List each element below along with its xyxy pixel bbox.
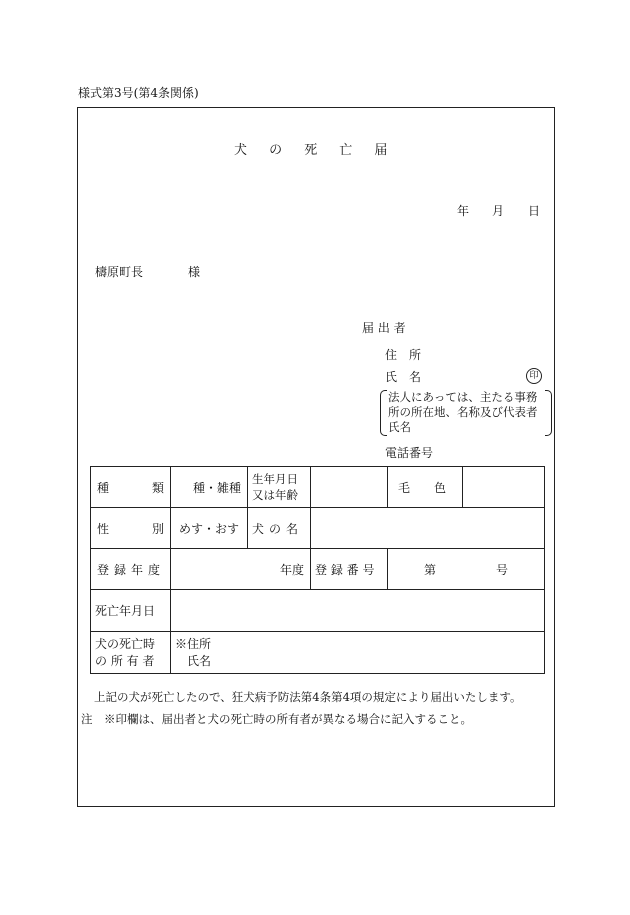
document-title: 犬 の 死 亡 届 bbox=[234, 143, 392, 158]
corporate-note-text: 法人にあっては、主たる事務所の所在地、名称及び代表者氏名 bbox=[388, 390, 538, 434]
notifier-name-label: 氏 名 bbox=[385, 370, 422, 384]
table-row bbox=[91, 590, 545, 632]
sex-value[interactable]: めす・おす bbox=[171, 508, 248, 549]
dog-name-value[interactable] bbox=[311, 508, 545, 549]
owner-name-label: 氏名 bbox=[187, 653, 212, 668]
table-row bbox=[91, 632, 545, 674]
birth-label-line-1: 生年月日 bbox=[252, 472, 298, 486]
bracket-left bbox=[380, 390, 387, 436]
statement-text: 上記の犬が死亡したので、狂犬病予防法第4条第4項の規定により届出いたします。 bbox=[94, 690, 522, 704]
owner-label bbox=[91, 632, 171, 674]
date-month-label: 月 bbox=[492, 204, 505, 218]
phone-label: 電話番号 bbox=[385, 446, 434, 460]
reg-number-value[interactable] bbox=[388, 549, 545, 590]
date-year-label: 年 bbox=[457, 204, 470, 218]
reg-number-prefix: 第 bbox=[424, 562, 437, 577]
addressee-name: 檮原町長 bbox=[95, 265, 144, 279]
notifier-heading: 届 出 者 bbox=[362, 321, 406, 335]
birth-label bbox=[248, 467, 311, 508]
form-number-label: 様式第3号(第4条関係) bbox=[78, 86, 199, 100]
owner-value[interactable] bbox=[171, 632, 545, 674]
reg-number-label: 登 録 番 号 bbox=[311, 549, 388, 590]
sex-label: 性 別 bbox=[91, 508, 171, 549]
corporate-note bbox=[380, 390, 552, 436]
death-date-value[interactable] bbox=[171, 590, 545, 632]
seal-mark-icon: 印 bbox=[526, 368, 542, 384]
color-value[interactable] bbox=[463, 467, 545, 508]
birth-label-line-2: 又は年齢 bbox=[252, 488, 298, 502]
reg-number-suffix: 号 bbox=[495, 562, 508, 577]
dog-name-label: 犬 の 名 bbox=[248, 508, 311, 549]
owner-address-label: ※住所 bbox=[175, 636, 212, 651]
birth-value[interactable] bbox=[311, 467, 388, 508]
table-row bbox=[91, 508, 545, 549]
table-row bbox=[91, 467, 545, 508]
owner-label-line-2: の 所 有 者 bbox=[95, 653, 155, 668]
date-day-label: 日 bbox=[528, 204, 541, 218]
owner-label-line-1: 犬の死亡時 bbox=[95, 636, 156, 651]
reg-year-label: 登 録 年 度 bbox=[91, 549, 171, 590]
dog-info-table bbox=[90, 466, 545, 674]
note-text: 注 ※印欄は、届出者と犬の死亡時の所有者が異なる場合に記入すること。 bbox=[81, 712, 472, 726]
death-date-label: 死亡年月日 bbox=[91, 590, 171, 632]
breed-label: 種 類 bbox=[91, 467, 171, 508]
notifier-address-label: 住 所 bbox=[385, 348, 422, 362]
addressee-honorific: 様 bbox=[188, 265, 201, 279]
color-label: 毛 色 bbox=[388, 467, 463, 508]
reg-year-value[interactable]: 年度 bbox=[171, 549, 311, 590]
table-row bbox=[91, 549, 545, 590]
breed-value[interactable]: 種・雑種 bbox=[171, 467, 248, 508]
